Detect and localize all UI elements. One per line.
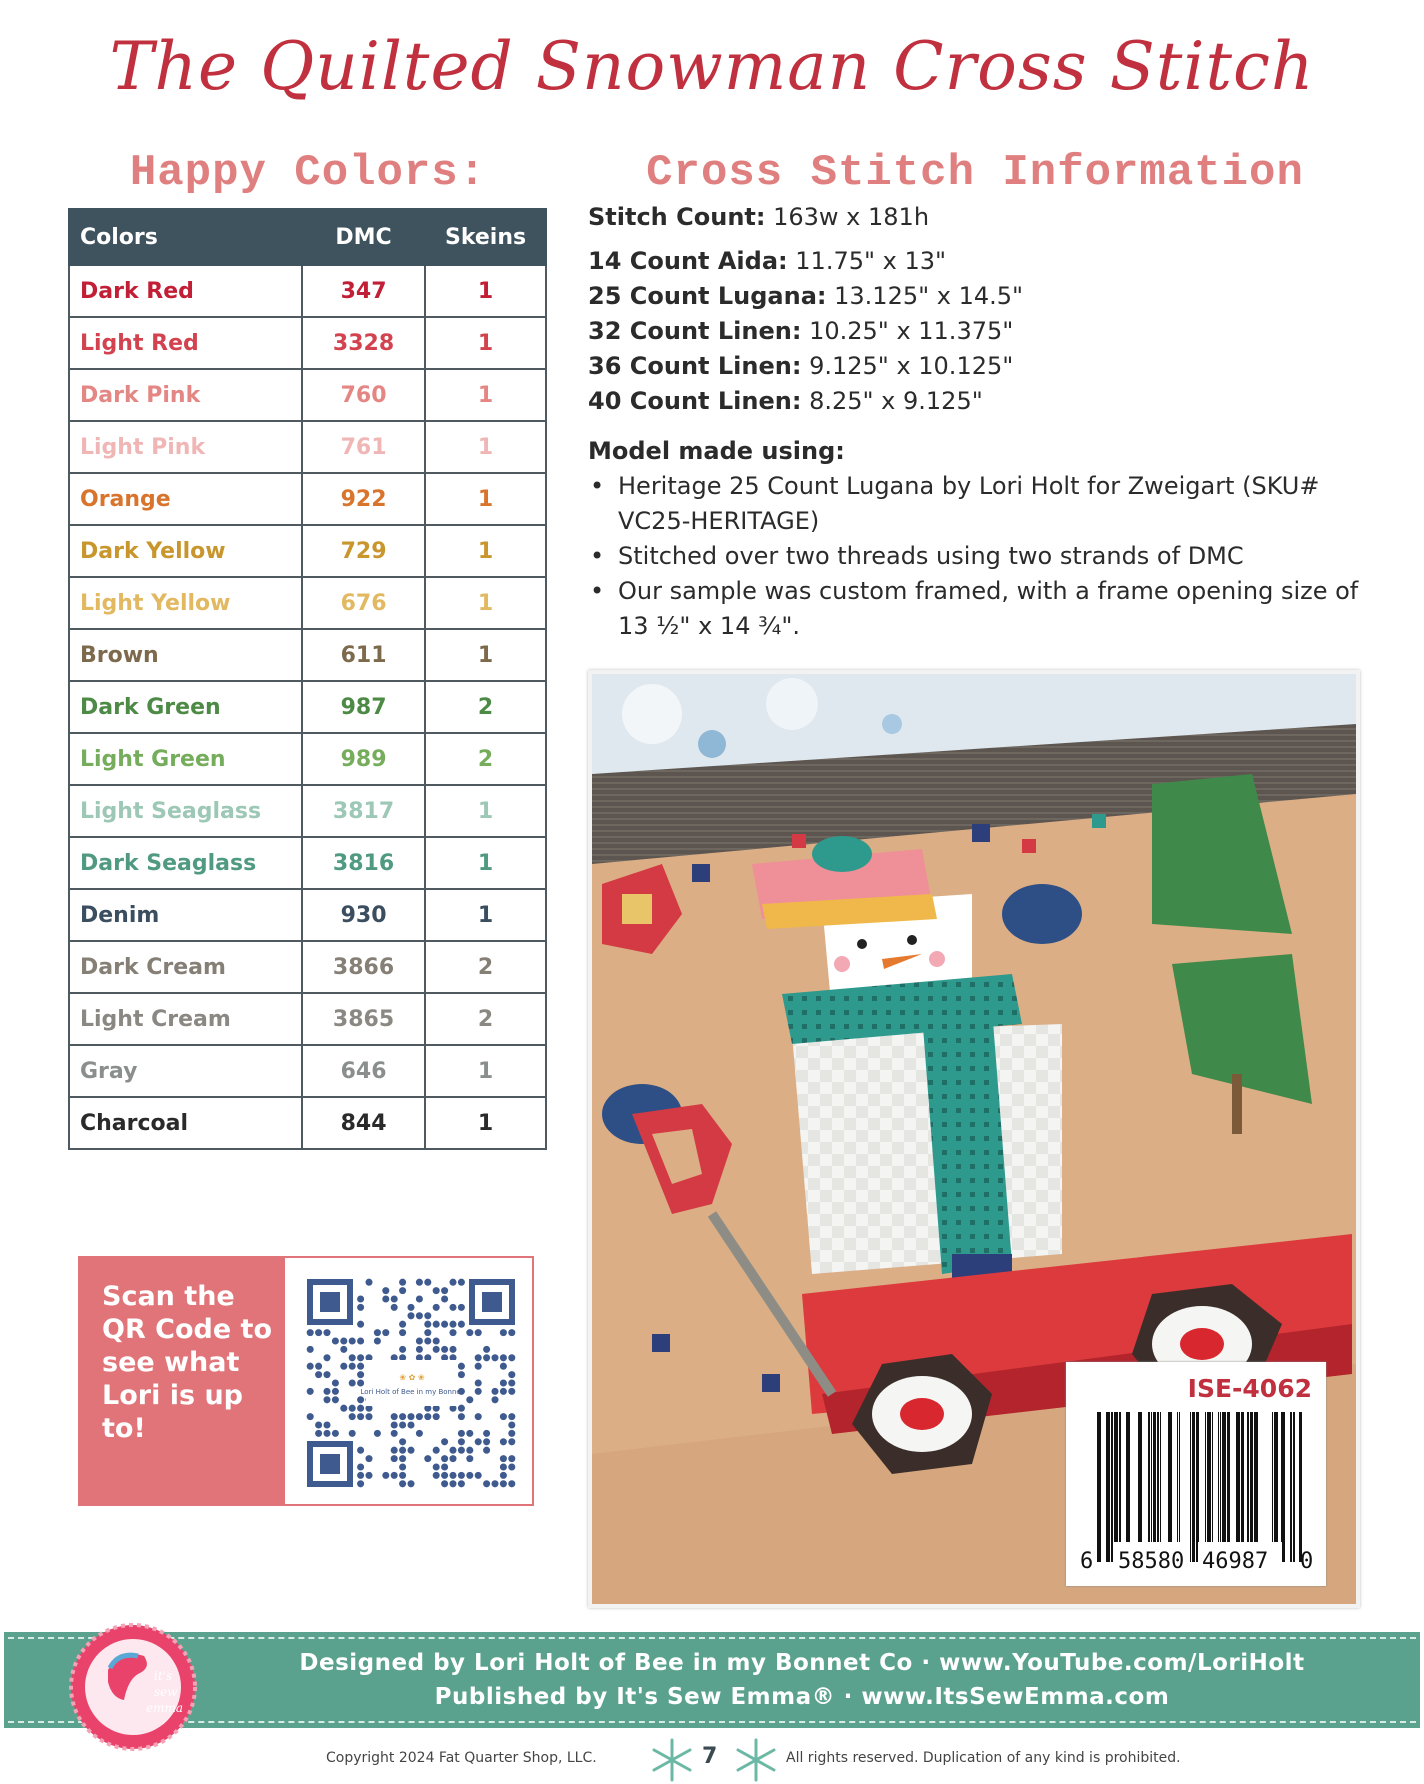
color-name-cell: Light Green [69,733,302,785]
color-name-cell: Dark Seaglass [69,837,302,889]
dmc-cell: 922 [302,473,425,525]
color-name-cell: Dark Red [69,265,302,317]
snowflake-icon [650,1738,694,1782]
skeins-cell: 1 [425,1097,546,1149]
table-row [69,1097,546,1149]
barcode-digit-end: 0 [1300,1549,1314,1574]
size-value: 11.75" x 13" [795,247,947,275]
bottom-line [300,1744,1260,1780]
qr-block [78,1256,534,1506]
color-name-cell: Light Yellow [69,577,302,629]
skeins-cell: 1 [425,265,546,317]
dmc-cell: 729 [302,525,425,577]
color-name-cell: Charcoal [69,1097,302,1149]
logo-text-sew: sew [154,1685,178,1699]
table-row [69,1045,546,1097]
barcode-label [1066,1362,1326,1586]
dmc-cell: 760 [302,369,425,421]
table-row [69,317,546,369]
copyright-text: Copyright 2024 Fat Quarter Shop, LLC. [326,1750,597,1766]
skeins-cell: 1 [425,1045,546,1097]
color-name-cell: Light Red [69,317,302,369]
color-name-cell: Brown [69,629,302,681]
size-line [588,349,1368,384]
color-name-cell: Dark Green [69,681,302,733]
size-label: 36 Count Linen: [588,352,802,380]
skeins-cell: 1 [425,317,546,369]
skeins-cell: 1 [425,837,546,889]
table-row [69,889,546,941]
dmc-cell: 3328 [302,317,425,369]
stitch-count [588,200,1368,235]
table-row [69,525,546,577]
footer-published-by: Published by It's Sew Emma® · www.ItsSewEmma.com [434,1684,1170,1710]
color-name-cell: Light Seaglass [69,785,302,837]
color-name-cell: Dark Yellow [69,525,302,577]
size-label: 14 Count Aida: [588,247,788,275]
skeins-cell: 1 [425,785,546,837]
size-line [588,314,1368,349]
page-number: 7 [702,1744,718,1769]
color-name-cell: Light Pink [69,421,302,473]
size-value: 8.25" x 9.125" [809,387,983,415]
skeins-cell: 1 [425,889,546,941]
skeins-cell: 1 [425,629,546,681]
table-header-row [69,209,546,265]
dmc-cell: 611 [302,629,425,681]
table-row [69,629,546,681]
snowflake-icon [734,1738,778,1782]
rights-text: All rights reserved. Duplication of any kind is prohibited. [786,1750,1181,1766]
color-name-cell: Dark Cream [69,941,302,993]
table-row [69,941,546,993]
size-value: 10.25" x 11.375" [809,317,1014,345]
color-name-cell: Light Cream [69,993,302,1045]
dmc-cell: 930 [302,889,425,941]
dmc-cell: 347 [302,265,425,317]
dmc-cell: 676 [302,577,425,629]
model-bullet: • Our sample was custom framed, with a frame opening size of 13 ½" x 14 ¾". [588,574,1368,644]
skeins-cell: 1 [425,369,546,421]
size-value: 13.125" x 14.5" [834,282,1024,310]
model-title: Model made using: [588,437,845,465]
header-dmc: DMC [302,209,425,265]
dmc-cell: 646 [302,1045,425,1097]
qr-caption: Scan the QR Code to see what Lori is up to! [80,1258,285,1504]
dmc-cell: 3816 [302,837,425,889]
size-label: 32 Count Linen: [588,317,802,345]
dmc-cell: 3866 [302,941,425,993]
skeins-cell: 1 [425,525,546,577]
table-row [69,785,546,837]
dmc-cell: 989 [302,733,425,785]
logo-text-its: it's [154,1669,173,1683]
cross-stitch-info [588,200,1368,644]
table-row [69,993,546,1045]
its-sew-emma-logo [68,1622,198,1752]
table-row [69,733,546,785]
size-line [588,279,1368,314]
sku-text: ISE-4062 [1187,1374,1312,1403]
info-heading: Cross Stitch Information [646,148,1304,198]
skeins-cell: 1 [425,577,546,629]
dmc-cell: 761 [302,421,425,473]
color-table [68,208,547,1150]
qr-center-text: Lori Holt of Bee in my Bonnet [360,1388,464,1396]
color-name-cell: Denim [69,889,302,941]
stitch-count-value: 163w x 181h [773,203,930,231]
page-title: The Quilted Snowman Cross Stitch [109,28,1315,105]
skeins-cell: 1 [425,473,546,525]
qr-code-icon[interactable] [306,1278,516,1488]
color-name-cell: Dark Pink [69,369,302,421]
barcode-digit-left: 6 [1080,1549,1094,1574]
dmc-cell: 844 [302,1097,425,1149]
header-skeins: Skeins [425,209,546,265]
table-row [69,369,546,421]
barcode-digits-mid: 58580 [1118,1549,1185,1574]
size-label: 25 Count Lugana: [588,282,827,310]
barcode-digits-right: 46987 [1202,1549,1269,1574]
size-value: 9.125" x 10.125" [809,352,1014,380]
table-row [69,837,546,889]
logo-text-emma: emma [146,1701,184,1715]
svg-text:❀ ✿ ❀: ❀ ✿ ❀ [399,1373,425,1382]
skeins-cell: 2 [425,681,546,733]
color-name-cell: Gray [69,1045,302,1097]
color-name-cell: Orange [69,473,302,525]
footer-band [4,1632,1420,1728]
table-row [69,577,546,629]
skeins-cell: 2 [425,733,546,785]
model-bullet: • Stitched over two threads using two strands of DMC [588,539,1368,574]
table-row [69,473,546,525]
dmc-cell: 3865 [302,993,425,1045]
dmc-cell: 987 [302,681,425,733]
size-label: 40 Count Linen: [588,387,802,415]
footer-designed-by: Designed by Lori Holt of Bee in my Bonnet Co · www.YouTube.com/LoriHolt [299,1650,1305,1676]
size-line [588,244,1368,279]
size-line [588,384,1368,419]
barcode-icon [1066,1362,1326,1586]
stitch-count-label: Stitch Count: [588,203,766,231]
table-row [69,421,546,473]
table-row [69,265,546,317]
skeins-cell: 2 [425,993,546,1045]
model-bullet: • Heritage 25 Count Lugana by Lori Holt for Zweigart (SKU# VC25-HERITAGE) [588,469,1368,539]
header-colors: Colors [69,209,302,265]
colors-heading: Happy Colors: [129,148,487,198]
skeins-cell: 2 [425,941,546,993]
dmc-cell: 3817 [302,785,425,837]
table-row [69,681,546,733]
skeins-cell: 1 [425,421,546,473]
